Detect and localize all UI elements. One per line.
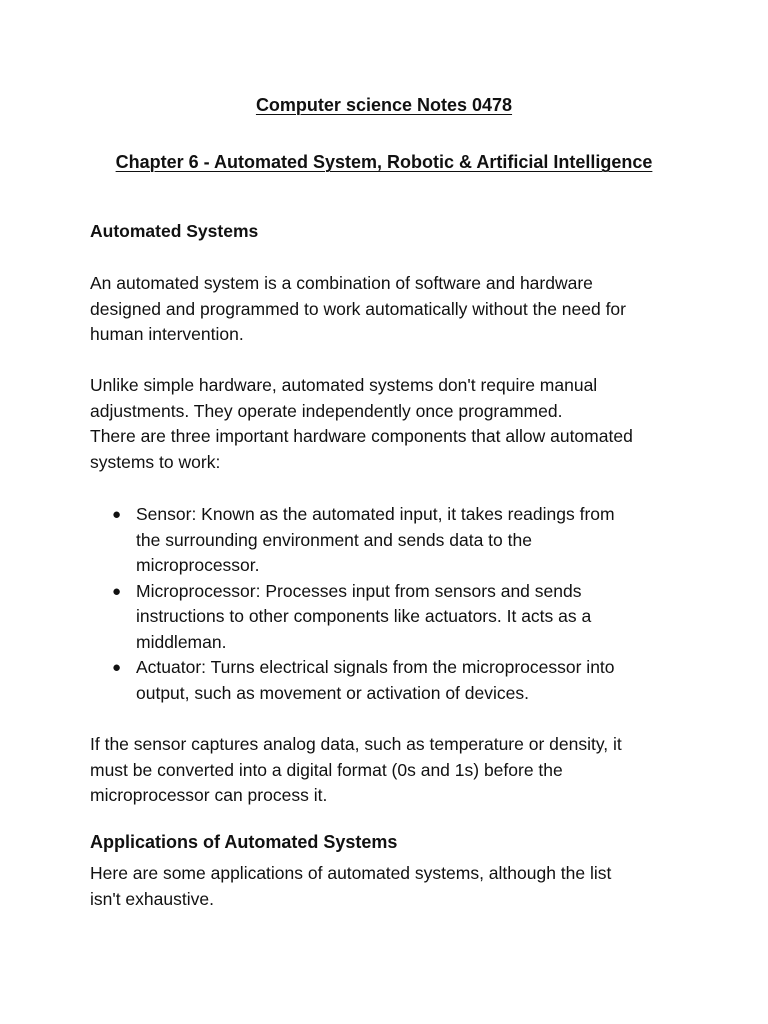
text-line: systems to work: — [90, 451, 221, 472]
text-line: Here are some applications of automated systems, although the list — [90, 863, 612, 883]
list-item-actuator — [110, 655, 710, 706]
text-line: instructions to other components like actuators. It acts as a — [136, 606, 592, 626]
component-bullet-list — [110, 502, 710, 706]
document-title: Computer science Notes 0478 — [255, 95, 513, 115]
text-line: Sensor: Known as the automated input, it takes readings from — [136, 504, 615, 524]
text-line: An automated system is a combination of software and hardware — [90, 273, 593, 293]
text-line: adjustments. They operate independently once programmed. — [90, 400, 563, 421]
bullet-icon: ● — [112, 506, 122, 523]
section-heading-automated-systems: Automated Systems — [90, 221, 259, 241]
text-line: microprocessor. — [136, 555, 260, 575]
text-line: output, such as movement or activation of devices. — [136, 682, 529, 703]
chapter-title: Chapter 6 - Automated System, Robotic & Artificial Intelligence — [115, 152, 653, 172]
text-line: Microprocessor: Processes input from sensors and sends — [136, 580, 582, 601]
paragraph-applications-intro — [90, 861, 690, 912]
text-line: human intervention. — [90, 324, 244, 344]
text-line: must be converted into a digital format (0s and 1s) before the — [90, 759, 563, 780]
list-item-microprocessor — [110, 579, 710, 656]
section-heading-applications: Applications of Automated Systems — [90, 832, 398, 852]
text-line: There are three important hardware components that allow automated — [90, 426, 633, 446]
text-line: designed and programmed to work automatically without the need for — [90, 298, 626, 319]
text-line: Unlike simple hardware, automated systems don't require manual — [90, 375, 598, 395]
text-line: middleman. — [136, 631, 227, 652]
bullet-icon: ● — [112, 582, 122, 600]
text-line: If the sensor captures analog data, such as temperature or density, it — [90, 734, 622, 754]
paragraph-definition — [90, 271, 690, 348]
text-line: the surrounding environment and sends data to the — [136, 529, 532, 550]
list-item-sensor — [110, 502, 710, 579]
paragraph-hardware-components — [90, 373, 690, 475]
bullet-icon: ● — [112, 659, 122, 676]
text-line: Actuator: Turns electrical signals from the microprocessor into — [136, 657, 615, 677]
text-line: isn't exhaustive. — [90, 888, 214, 909]
text-line: microprocessor can process it. — [90, 785, 328, 805]
paragraph-analog-conversion — [90, 732, 690, 809]
